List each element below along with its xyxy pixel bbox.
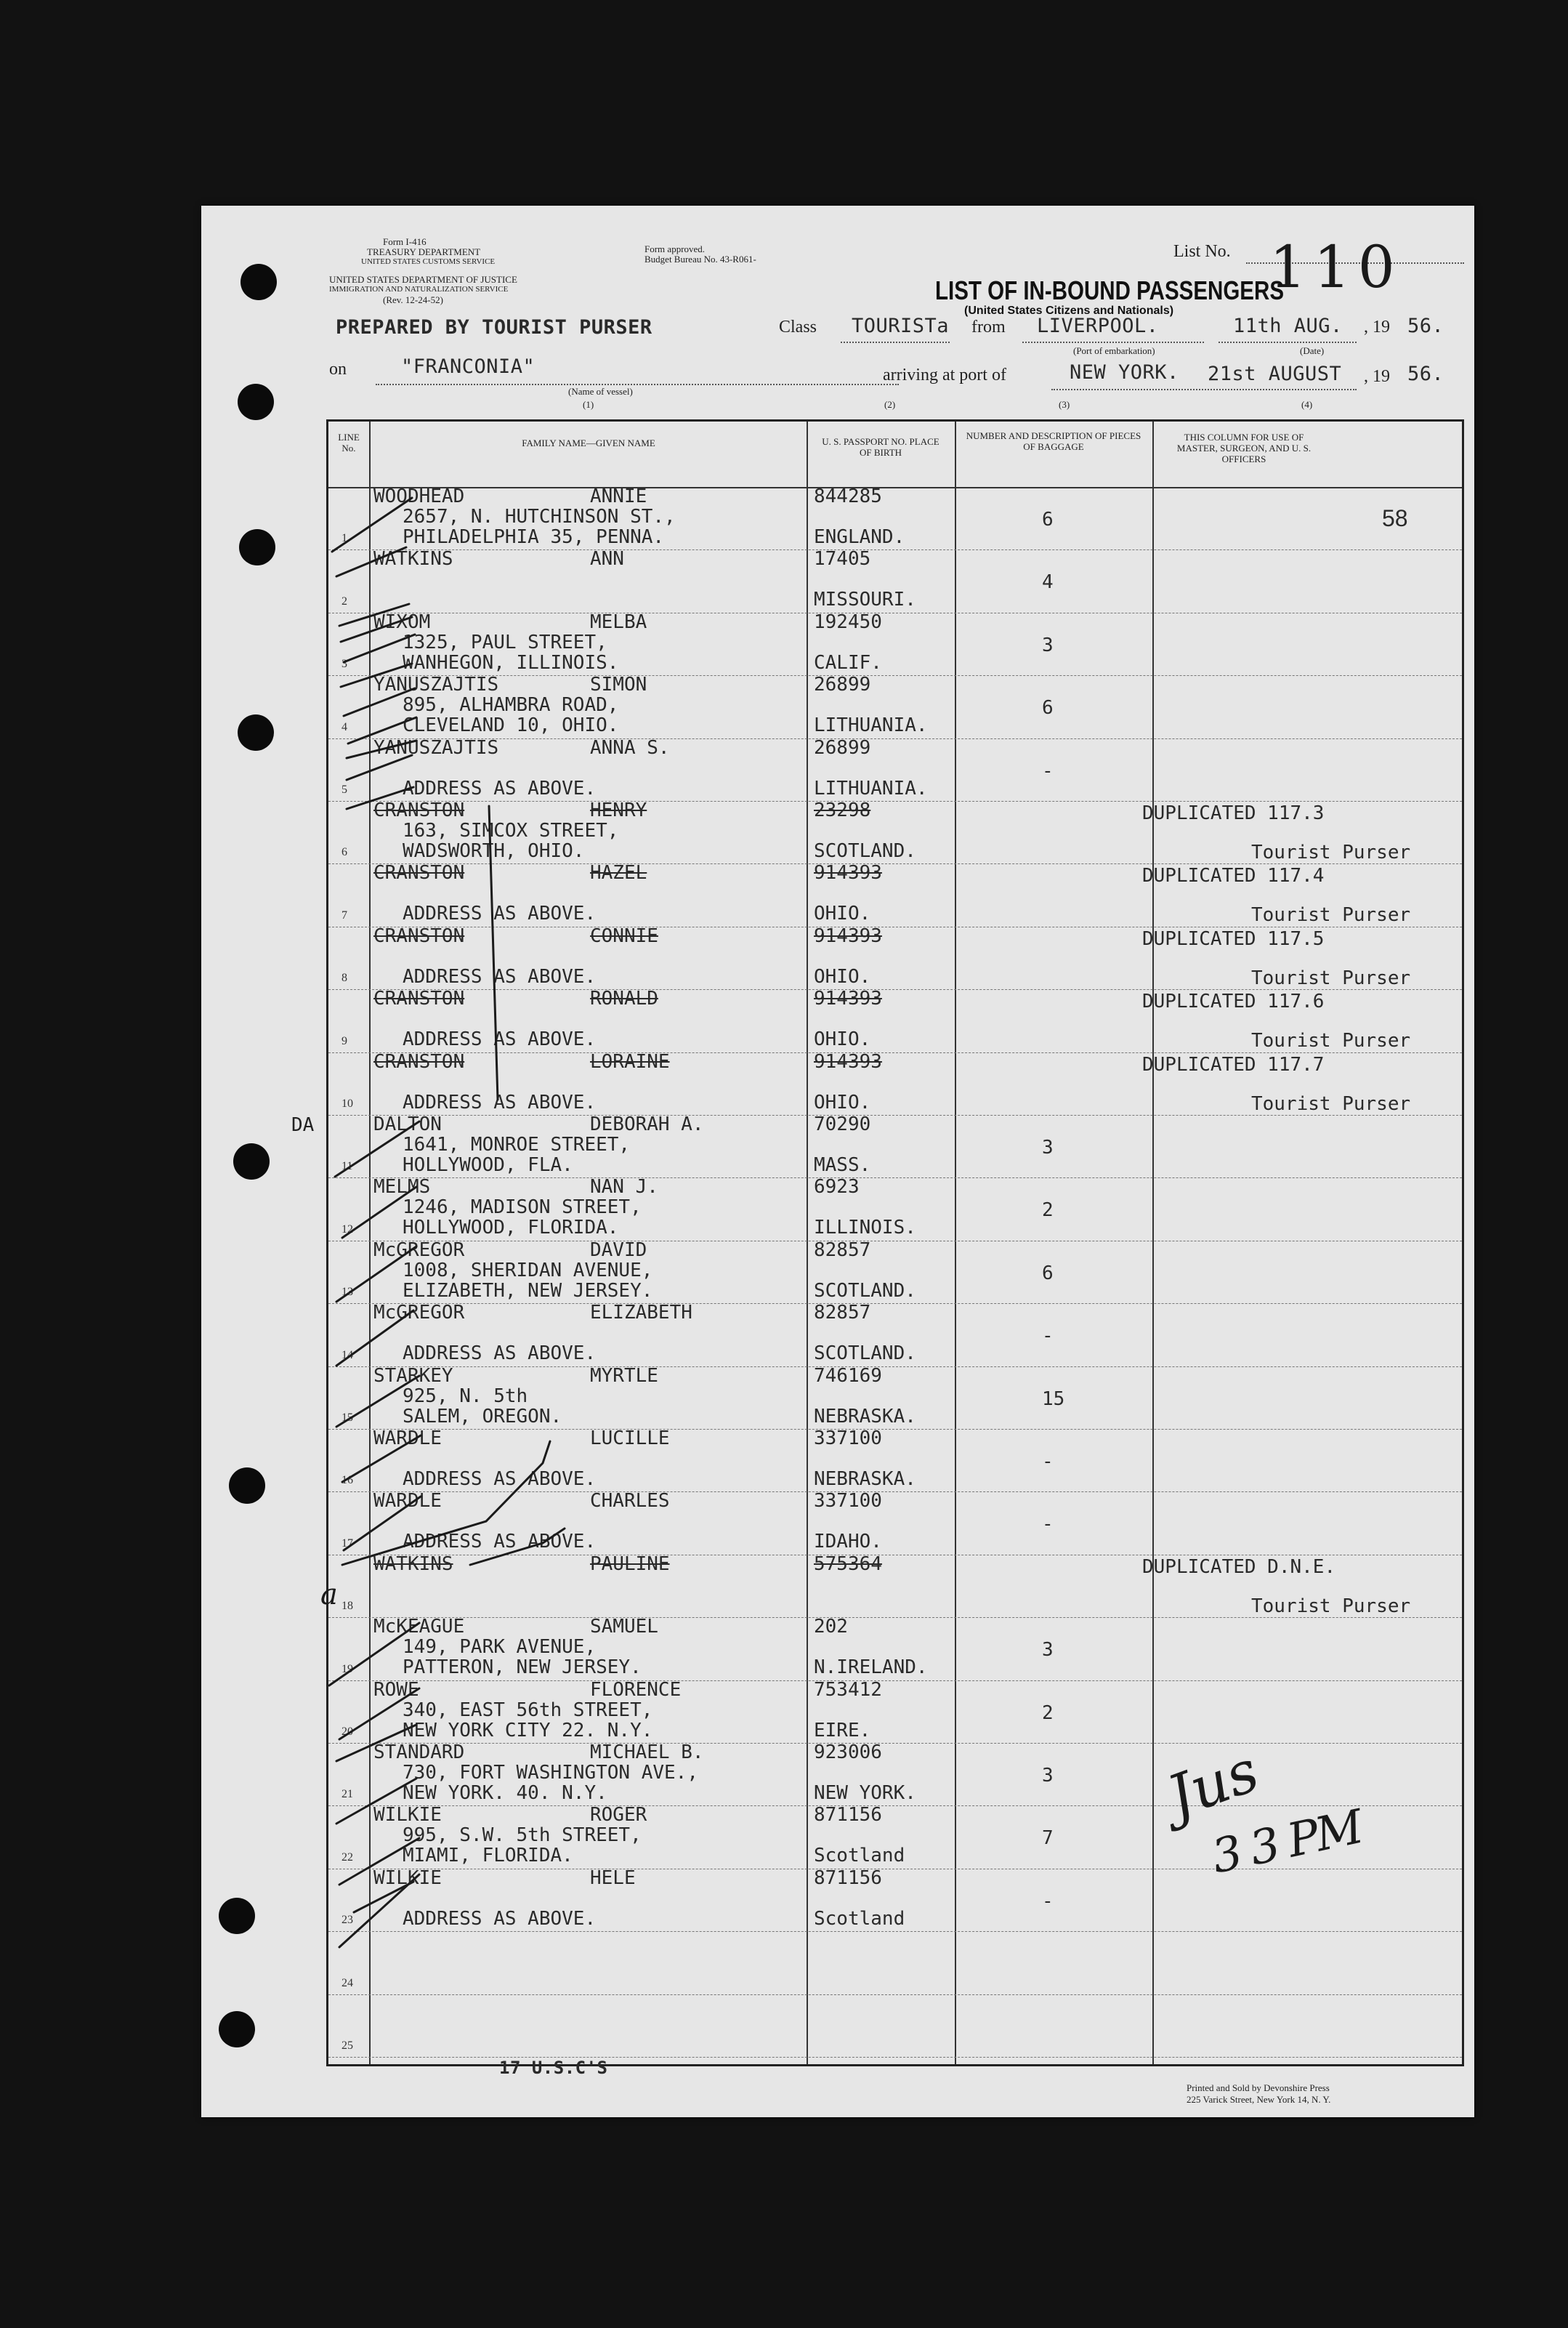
baggage-count: - bbox=[1042, 1890, 1054, 1912]
baggage-count: 6 bbox=[1042, 697, 1054, 720]
column-number-2: (2) bbox=[884, 399, 896, 410]
given-name: SAMUEL bbox=[590, 1616, 658, 1638]
address-line-2: SALEM, OREGON. bbox=[403, 1405, 562, 1427]
address-line-1: 730, FORT WASHINGTON AVE., bbox=[403, 1762, 698, 1784]
address-line-2: NEW YORK. 40. N.Y. bbox=[403, 1782, 607, 1804]
given-name: CHARLES bbox=[590, 1490, 670, 1513]
address-line-2: PATTERON, NEW JERSEY. bbox=[403, 1656, 642, 1679]
year-label-2: , 19 bbox=[1364, 367, 1390, 386]
given-name: MYRTLE bbox=[590, 1364, 658, 1387]
place-of-birth: IDAHO. bbox=[814, 1531, 882, 1553]
place-of-birth: ILLINOIS. bbox=[814, 1217, 916, 1239]
family-name: WARDLE bbox=[373, 1490, 442, 1513]
place-of-birth: LITHUANIA. bbox=[814, 714, 928, 737]
immigration-label: IMMIGRATION AND NATURALIZATION SERVICE bbox=[329, 285, 509, 294]
given-name: ANNIE bbox=[590, 486, 647, 507]
place-of-birth: LITHUANIA. bbox=[814, 777, 928, 800]
line-number: 21 bbox=[342, 1788, 353, 1801]
passport-number: 6923 bbox=[814, 1176, 860, 1199]
line-number: 22 bbox=[342, 1850, 353, 1864]
column-number-4: (4) bbox=[1301, 399, 1313, 410]
officer-note: 58 bbox=[1382, 505, 1408, 531]
line-number: 7 bbox=[342, 909, 347, 922]
handwritten-margin-mark: a bbox=[320, 1578, 338, 1611]
prepared-by: PREPARED BY TOURIST PURSER bbox=[336, 316, 652, 339]
header-officers: THIS COLUMN FOR USE OF MASTER, SURGEON, AND U. S. OFFICERS bbox=[1176, 432, 1312, 464]
given-name: HAZEL bbox=[590, 862, 647, 885]
family-name: WOODHEAD bbox=[373, 486, 465, 507]
given-name: HELE bbox=[590, 1866, 636, 1889]
place-of-birth: EIRE. bbox=[814, 1719, 871, 1741]
line-number: 23 bbox=[342, 1914, 353, 1927]
place-of-birth: ENGLAND. bbox=[814, 526, 905, 548]
baggage-count: 2 bbox=[1042, 1701, 1054, 1724]
given-name: ELIZABETH bbox=[590, 1302, 692, 1324]
address-line-2: MIAMI, FLORIDA. bbox=[403, 1845, 573, 1867]
address-line-1: 149, PARK AVENUE, bbox=[403, 1636, 597, 1659]
officer-note: DUPLICATED 117.5 bbox=[1142, 927, 1325, 950]
form-approved-label: Form approved. bbox=[644, 243, 706, 254]
given-name: LORAINE bbox=[590, 1050, 670, 1073]
given-name: MELBA bbox=[590, 611, 647, 633]
family-name: WARDLE bbox=[373, 1427, 442, 1449]
uscs-count: 17 U.S.C'S bbox=[499, 2058, 608, 2078]
family-name: WIXOM bbox=[373, 611, 431, 633]
baggage-count: 3 bbox=[1042, 1137, 1054, 1159]
passport-number: 70290 bbox=[814, 1113, 871, 1135]
given-name: SIMON bbox=[590, 674, 647, 696]
passport-number: 914393 bbox=[814, 1050, 882, 1073]
passport-number: 844285 bbox=[814, 486, 882, 507]
family-name: DALTON bbox=[373, 1113, 442, 1135]
handwritten-initials: Jus bbox=[1158, 1736, 1267, 1832]
given-name: HENRY bbox=[590, 800, 647, 821]
tourist-purser-signature: Tourist Purser bbox=[1251, 1595, 1411, 1617]
on-label: on bbox=[329, 360, 347, 379]
header-baggage: NUMBER AND DESCRIPTION OF PIECES OF BAGGAGE bbox=[966, 430, 1141, 452]
family-name: CRANSTON bbox=[373, 988, 465, 1010]
list-number-handwritten: 110 bbox=[1269, 233, 1402, 301]
line-number: 14 bbox=[342, 1348, 353, 1361]
given-name: DAVID bbox=[590, 1238, 647, 1261]
column-number-1: (1) bbox=[583, 399, 594, 410]
line-number: 10 bbox=[342, 1097, 353, 1110]
handwritten-time: 3 3 PM bbox=[1207, 1800, 1366, 1885]
family-name: CRANSTON bbox=[373, 925, 465, 947]
budget-bureau-label: Budget Bureau No. 43-R061- bbox=[644, 254, 756, 265]
tourist-purser-signature: Tourist Purser bbox=[1251, 1030, 1411, 1052]
family-name: MELMS bbox=[373, 1176, 431, 1199]
address-line-2: NEW YORK CITY 22. N.Y. bbox=[403, 1719, 653, 1741]
place-of-birth: NEBRASKA. bbox=[814, 1405, 916, 1427]
departure-date: 11th AUG. bbox=[1233, 315, 1343, 337]
address-line-2: HOLLYWOOD, FLORIDA. bbox=[403, 1217, 619, 1239]
baggage-count: - bbox=[1042, 1451, 1054, 1473]
line-number: 4 bbox=[342, 720, 347, 733]
header-name: FAMILY NAME—GIVEN NAME bbox=[522, 438, 655, 448]
line-number: 20 bbox=[342, 1725, 353, 1738]
baggage-count: - bbox=[1042, 1513, 1054, 1536]
passenger-manifest-page bbox=[201, 206, 1474, 2117]
place-of-birth: NEW YORK. bbox=[814, 1782, 916, 1804]
passport-number: 914393 bbox=[814, 925, 882, 947]
tourist-purser-signature: Tourist Purser bbox=[1251, 904, 1411, 927]
passport-number: 337100 bbox=[814, 1490, 882, 1513]
line-number: 11 bbox=[342, 1160, 353, 1173]
family-name: McGREGOR bbox=[373, 1238, 465, 1261]
line-number: 2 bbox=[342, 595, 347, 608]
printer-line-1: Printed and Sold by Devonshire Press bbox=[1187, 2082, 1330, 2093]
address-line-2: ELIZABETH, NEW JERSEY. bbox=[403, 1279, 653, 1302]
list-number-label: List No. bbox=[1173, 242, 1231, 261]
year-label-1: , 19 bbox=[1364, 318, 1390, 337]
place-of-birth: OHIO. bbox=[814, 965, 871, 988]
passport-number: 82857 bbox=[814, 1238, 871, 1261]
family-name: STANDARD bbox=[373, 1741, 465, 1763]
given-name: ROGER bbox=[590, 1804, 647, 1826]
baggage-count: - bbox=[1042, 760, 1054, 782]
vessel-name: "FRANCONIA" bbox=[401, 355, 536, 378]
passport-number: 26899 bbox=[814, 674, 871, 696]
date-note: (Date) bbox=[1300, 345, 1325, 356]
place-of-birth: SCOTLAND. bbox=[814, 1279, 916, 1302]
passport-number: 202 bbox=[814, 1616, 848, 1638]
address-line-1: 895, ALHAMBRA ROAD, bbox=[403, 694, 619, 717]
passport-number: 746169 bbox=[814, 1364, 882, 1387]
passport-number: 26899 bbox=[814, 736, 871, 759]
baggage-count: 2 bbox=[1042, 1199, 1054, 1222]
officer-note: DUPLICATED 117.7 bbox=[1142, 1053, 1325, 1076]
address-line-2: ADDRESS AS ABOVE. bbox=[403, 777, 597, 800]
passport-number: 575364 bbox=[814, 1552, 882, 1575]
address-line-2: ADDRESS AS ABOVE. bbox=[403, 1468, 597, 1490]
address-line-2: CLEVELAND 10, OHIO. bbox=[403, 714, 619, 737]
passport-number: 337100 bbox=[814, 1427, 882, 1449]
baggage-count: - bbox=[1042, 1325, 1054, 1348]
family-name: WATKINS bbox=[373, 1552, 453, 1575]
place-of-birth: Scotland bbox=[814, 1845, 905, 1867]
header-passport: U. S. PASSPORT NO. PLACE OF BIRTH bbox=[822, 436, 939, 458]
line-number: 8 bbox=[342, 972, 347, 985]
treasury-label: TREASURY DEPARTMENT bbox=[367, 246, 481, 257]
address-line-2: HOLLYWOOD, FLA. bbox=[403, 1154, 573, 1176]
place-of-birth: N.IRELAND. bbox=[814, 1656, 928, 1679]
place-of-birth: SCOTLAND. bbox=[814, 1342, 916, 1365]
line-number: 13 bbox=[342, 1286, 353, 1299]
line-number: 5 bbox=[342, 784, 347, 796]
from-label: from bbox=[971, 318, 1006, 337]
line-number: 3 bbox=[342, 658, 347, 671]
place-of-birth: CALIF. bbox=[814, 651, 882, 674]
officer-note: DUPLICATED 117.6 bbox=[1142, 991, 1325, 1013]
line-number: 24 bbox=[342, 1976, 353, 1989]
tourist-purser-signature: Tourist Purser bbox=[1251, 842, 1411, 863]
line-number: 6 bbox=[342, 846, 347, 859]
family-name: STARKEY bbox=[373, 1364, 453, 1387]
arrival-port: NEW YORK. bbox=[1070, 361, 1179, 384]
baggage-count: 4 bbox=[1042, 571, 1054, 594]
place-of-birth: OHIO. bbox=[814, 1091, 871, 1113]
passport-number: 753412 bbox=[814, 1678, 882, 1701]
column-number-3: (3) bbox=[1059, 399, 1070, 410]
family-name: CRANSTON bbox=[373, 862, 465, 885]
class-label: Class bbox=[779, 318, 817, 337]
address-line-1: 995, S.W. 5th STREET, bbox=[403, 1824, 642, 1847]
address-line-2: ADDRESS AS ABOVE. bbox=[403, 1531, 597, 1553]
class-value: TOURISTa bbox=[852, 315, 950, 337]
passport-number: 192450 bbox=[814, 611, 882, 633]
family-name: McKEAGUE bbox=[373, 1616, 465, 1638]
place-of-birth: OHIO. bbox=[814, 1028, 871, 1051]
given-name: RONALD bbox=[590, 988, 658, 1010]
place-of-birth: Scotland bbox=[814, 1907, 905, 1930]
given-name: NAN J. bbox=[590, 1176, 658, 1199]
embarkation-note: (Port of embarkation) bbox=[1073, 345, 1155, 356]
margin-note: DA bbox=[291, 1114, 315, 1136]
address-line-2: ADDRESS AS ABOVE. bbox=[403, 1907, 597, 1930]
line-number: 17 bbox=[342, 1536, 353, 1550]
baggage-count: 15 bbox=[1042, 1387, 1065, 1410]
baggage-count: 7 bbox=[1042, 1827, 1054, 1850]
arrival-date: 21st AUGUST bbox=[1208, 363, 1342, 385]
line-number: 9 bbox=[342, 1034, 347, 1047]
family-name: WILKIE bbox=[373, 1866, 442, 1889]
family-name: YANUSZAJTIS bbox=[373, 736, 499, 759]
passport-number: 914393 bbox=[814, 988, 882, 1010]
customs-label: UNITED STATES CUSTOMS SERVICE bbox=[361, 257, 496, 266]
line-number: 12 bbox=[342, 1223, 353, 1236]
address-line-1: 1008, SHERIDAN AVENUE, bbox=[403, 1259, 653, 1281]
officer-note: DUPLICATED D.N.E. bbox=[1142, 1555, 1336, 1578]
tourist-purser-signature: Tourist Purser bbox=[1251, 967, 1411, 989]
manifest-title: LIST OF IN-BOUND PASSENGERS bbox=[935, 275, 1285, 305]
family-name: YANUSZAJTIS bbox=[373, 674, 499, 696]
passport-number: 871156 bbox=[814, 1866, 882, 1889]
place-of-birth: SCOTLAND. bbox=[814, 840, 916, 862]
baggage-count: 6 bbox=[1042, 1262, 1054, 1284]
header-line-no: LINE No. bbox=[338, 432, 360, 454]
baggage-count: 3 bbox=[1042, 634, 1054, 656]
address-line-2: ADDRESS AS ABOVE. bbox=[403, 965, 597, 988]
given-name: MICHAEL B. bbox=[590, 1741, 704, 1763]
passport-number: 871156 bbox=[814, 1804, 882, 1826]
address-line-2: ADDRESS AS ABOVE. bbox=[403, 1342, 597, 1365]
family-name: CRANSTON bbox=[373, 1050, 465, 1073]
passport-number: 914393 bbox=[814, 862, 882, 885]
revision-label: (Rev. 12-24-52) bbox=[383, 294, 443, 305]
line-number: 16 bbox=[342, 1474, 353, 1487]
line-number: 1 bbox=[342, 532, 347, 545]
address-line-1: 340, EAST 56th STREET, bbox=[403, 1699, 653, 1721]
address-line-2: ADDRESS AS ABOVE. bbox=[403, 1091, 597, 1113]
year-2: 56. bbox=[1407, 363, 1444, 385]
tourist-purser-signature: Tourist Purser bbox=[1251, 1092, 1411, 1115]
passport-number: 82857 bbox=[814, 1302, 871, 1324]
place-of-birth: NEBRASKA. bbox=[814, 1468, 916, 1490]
vessel-note: (Name of vessel) bbox=[568, 386, 633, 397]
address-line-1: 1325, PAUL STREET, bbox=[403, 631, 607, 653]
passport-number: 17405 bbox=[814, 548, 871, 571]
line-number: 19 bbox=[342, 1662, 353, 1675]
address-line-2: PHILADELPHIA 35, PENNA. bbox=[403, 526, 665, 548]
passport-number: 923006 bbox=[814, 1741, 882, 1763]
family-name: CRANSTON bbox=[373, 800, 465, 821]
place-of-birth: MISSOURI. bbox=[814, 589, 916, 611]
line-number: 15 bbox=[342, 1411, 353, 1424]
officer-note: DUPLICATED 117.3 bbox=[1142, 802, 1325, 824]
place-of-birth: MASS. bbox=[814, 1154, 871, 1176]
family-name: McGREGOR bbox=[373, 1302, 465, 1324]
family-name: ROWE bbox=[373, 1678, 419, 1701]
printer-line-2: 225 Varick Street, New York 14, N. Y. bbox=[1187, 2094, 1331, 2105]
address-line-2: ADDRESS AS ABOVE. bbox=[403, 1028, 597, 1051]
given-name: DEBORAH A. bbox=[590, 1113, 704, 1135]
given-name: ANNA S. bbox=[590, 736, 670, 759]
address-line-2: WANHEGON, ILLINOIS. bbox=[403, 651, 619, 674]
baggage-count: 3 bbox=[1042, 1639, 1054, 1662]
port-of-embarkation: LIVERPOOL. bbox=[1037, 315, 1159, 337]
officer-note: DUPLICATED 117.4 bbox=[1142, 865, 1325, 887]
manifest-subtitle: (United States Citizens and Nationals) bbox=[964, 305, 1174, 317]
place-of-birth: OHIO. bbox=[814, 903, 871, 925]
given-name: CONNIE bbox=[590, 925, 658, 947]
line-number: 18 bbox=[342, 1600, 353, 1613]
baggage-count: 6 bbox=[1042, 509, 1054, 531]
passport-number: 23298 bbox=[814, 800, 871, 821]
family-name: WATKINS bbox=[373, 548, 453, 571]
address-line-2: ADDRESS AS ABOVE. bbox=[403, 903, 597, 925]
address-line-1: 1641, MONROE STREET, bbox=[403, 1134, 631, 1156]
family-name: WILKIE bbox=[373, 1804, 442, 1826]
address-line-1: 2657, N. HUTCHINSON ST., bbox=[403, 506, 676, 528]
given-name: ANN bbox=[590, 548, 624, 571]
given-name: FLORENCE bbox=[590, 1678, 682, 1701]
baggage-count: 3 bbox=[1042, 1765, 1054, 1787]
year-1: 56. bbox=[1407, 315, 1444, 337]
justice-label: UNITED STATES DEPARTMENT OF JUSTICE bbox=[329, 274, 517, 285]
address-line-1: 925, N. 5th bbox=[403, 1385, 528, 1407]
line-number: 25 bbox=[342, 2039, 353, 2052]
check-marks bbox=[201, 206, 1474, 2117]
form-number: Form I-416 bbox=[383, 236, 427, 247]
address-line-1: 1246, MADISON STREET, bbox=[403, 1196, 642, 1219]
given-name: LUCILLE bbox=[590, 1427, 670, 1449]
address-line-2: WADSWORTH, OHIO. bbox=[403, 840, 585, 862]
given-name: PAULINE bbox=[590, 1552, 670, 1575]
arriving-label: arriving at port of bbox=[883, 366, 1006, 384]
address-line-1: 163, SIMCOX STREET, bbox=[403, 820, 619, 842]
